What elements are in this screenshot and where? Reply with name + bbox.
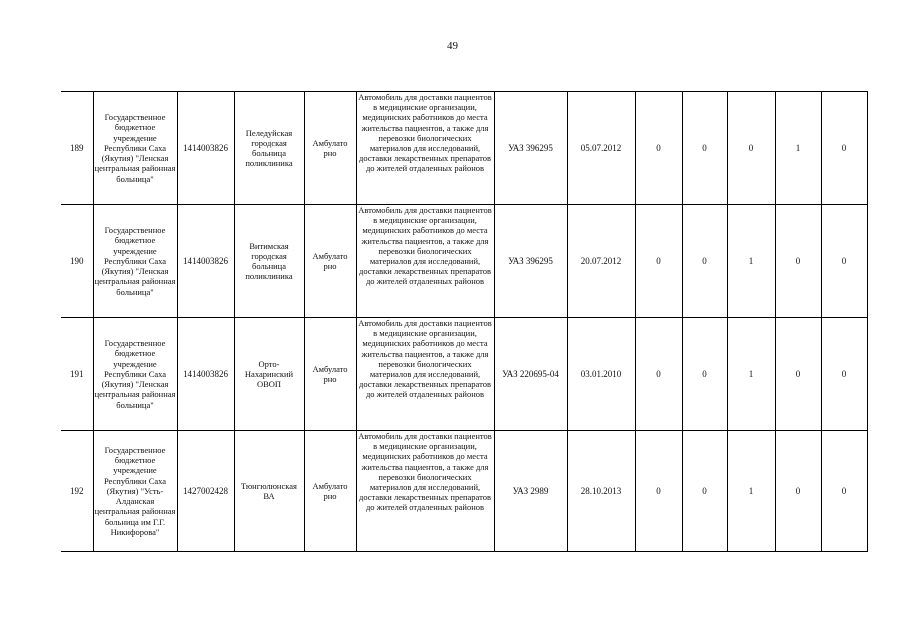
table-row [61,205,867,318]
count-cell: 0 [635,92,682,205]
registration-date: 03.01.2010 [567,318,635,431]
row-number: 189 [61,92,93,205]
inn-cell: 1414003826 [177,92,234,205]
unit-name: Тюнгюлюнская ВА [234,431,304,552]
page-number: 49 [447,40,458,52]
row-number: 191 [61,318,93,431]
count-cell: 0 [821,431,867,552]
care-type: Амбулато рно [304,92,356,205]
table-row [61,431,867,552]
count-cell: 0 [635,318,682,431]
vehicle-model: УАЗ 220695-04 [494,318,567,431]
count-cell: 0 [821,92,867,205]
count-cell: 0 [682,431,727,552]
count-cell: 0 [635,431,682,552]
inn-cell: 1414003826 [177,205,234,318]
vehicle-model: УАЗ 2989 [494,431,567,552]
organization-name: Государственное бюджетное учреждение Республики Саха (Якутия) "Ленская центральная районная больница" [93,205,177,318]
registration-date: 20.07.2012 [567,205,635,318]
inn-cell: 1427002428 [177,431,234,552]
vehicle-model: УАЗ 396295 [494,92,567,205]
count-cell: 0 [821,205,867,318]
unit-name: Орто-Нахаринский ОВОП [234,318,304,431]
unit-name: Пеледуйская городская больница поликлиника [234,92,304,205]
organization-name: Государственное бюджетное учреждение Республики Саха (Якутия) "Ленская центральная районная больница" [93,318,177,431]
unit-name: Витимская городская больница поликлиника [234,205,304,318]
count-cell: 0 [682,205,727,318]
count-cell: 1 [727,205,775,318]
vehicle-purpose: Автомобиль для доставки пациентов в медицинские организации, медицинских работников до места жительства пациентов, а также для перевозки биологических материалов для исследований, доставки лекарственных препаратов до жителей отдаленных районов [356,431,494,552]
count-cell: 1 [727,431,775,552]
care-type: Амбулато рно [304,431,356,552]
count-cell: 0 [821,318,867,431]
count-cell: 0 [775,431,821,552]
registration-date: 05.07.2012 [567,92,635,205]
vehicle-purpose: Автомобиль для доставки пациентов в медицинские организации, медицинских работников до места жительства пациентов, а также для перевозки биологических материалов для исследований, доставки лекарственных препаратов до жителей отдаленных районов [356,318,494,431]
registration-date: 28.10.2013 [567,431,635,552]
vehicle-model: УАЗ 396295 [494,205,567,318]
count-cell: 0 [682,318,727,431]
count-cell: 0 [775,318,821,431]
table-row [61,318,867,431]
row-number: 192 [61,431,93,552]
vehicle-purpose: Автомобиль для доставки пациентов в медицинские организации, медицинских работников до места жительства пациентов, а также для перевозки биологических материалов для исследований, доставки лекарственных препаратов до жителей отдаленных районов [356,92,494,205]
table-row [61,92,867,205]
vehicle-registry-table [61,91,868,552]
count-cell: 0 [635,205,682,318]
count-cell: 1 [727,318,775,431]
organization-name: Государственное бюджетное учреждение Республики Саха (Якутия) "Усть-Алданская центральная районная больница им Г.Г. Никифорова" [93,431,177,552]
vehicle-purpose: Автомобиль для доставки пациентов в медицинские организации, медицинских работников до места жительства пациентов, а также для перевозки биологических материалов для исследований, доставки лекарственных препаратов до жителей отдаленных районов [356,205,494,318]
count-cell: 0 [727,92,775,205]
count-cell: 0 [775,205,821,318]
inn-cell: 1414003826 [177,318,234,431]
row-number: 190 [61,205,93,318]
care-type: Амбулато рно [304,205,356,318]
care-type: Амбулато рно [304,318,356,431]
count-cell: 1 [775,92,821,205]
count-cell: 0 [682,92,727,205]
organization-name: Государственное бюджетное учреждение Республики Саха (Якутия) "Ленская центральная районная больница" [93,92,177,205]
